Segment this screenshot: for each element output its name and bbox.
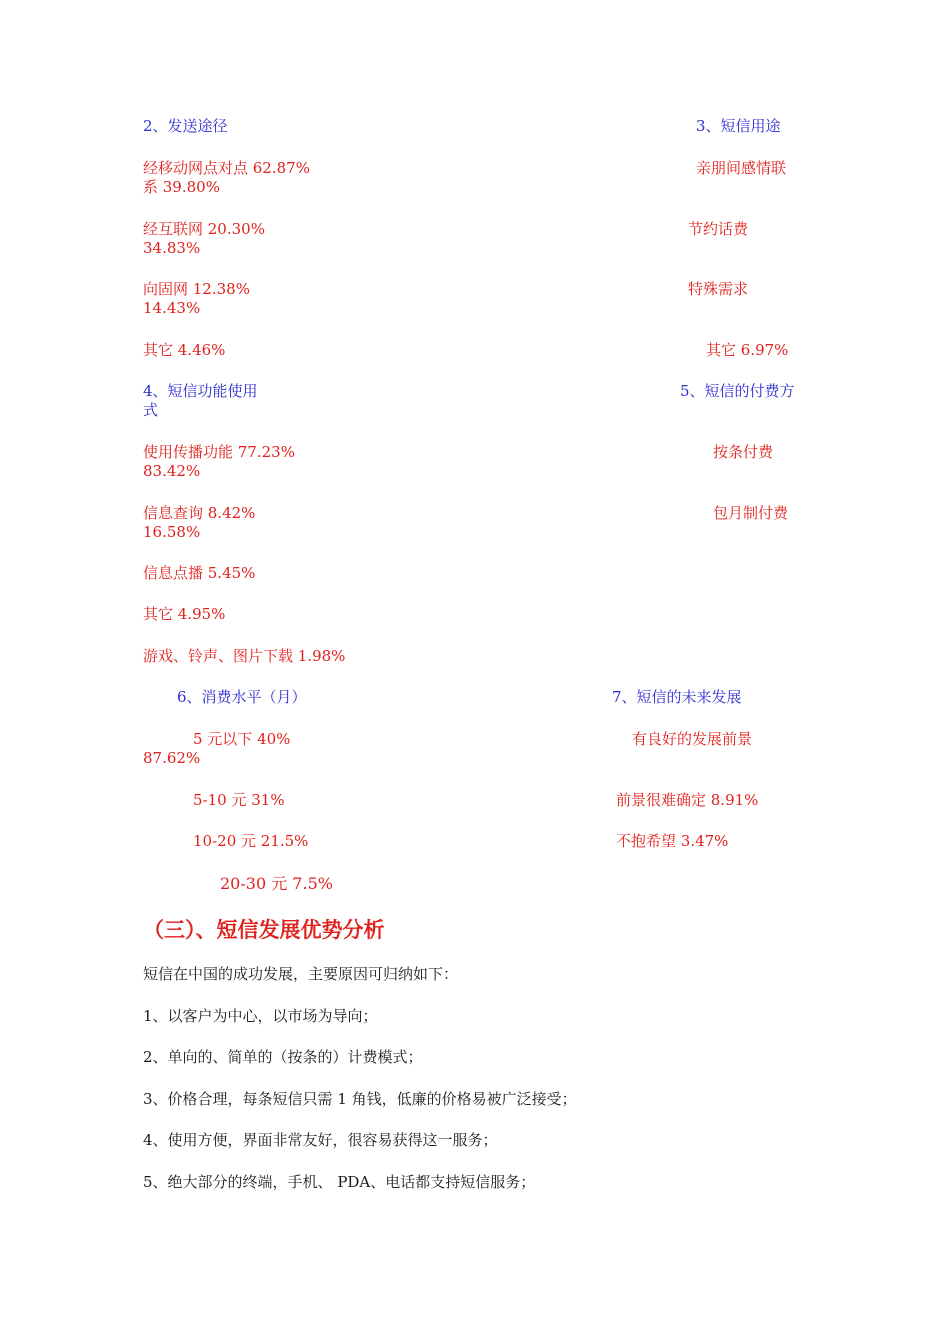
usage-item-special-value: 14.43%	[143, 299, 201, 317]
section-point-2: 2、单向的、简单的（按条的）计费模式；	[143, 1048, 423, 1066]
usage-item-emotion-value: 系 39.80%	[143, 178, 220, 196]
payment-item-monthly: 包月制付费	[713, 504, 789, 522]
section-point-3: 3、价格合理，每条短信只需 1 角钱，低廉的价格易被广泛接受；	[143, 1090, 577, 1108]
send-route-item-internet: 经互联网 20.30%	[143, 220, 265, 238]
usage-item-emotion: 亲朋间感情联	[696, 159, 787, 177]
future-item-good-value: 87.62%	[143, 749, 201, 767]
usage-item-other: 其它 6.97%	[706, 341, 789, 359]
future-item-good: 有良好的发展前景	[632, 730, 753, 748]
send-route-item-other: 其它 4.46%	[143, 341, 226, 359]
payment-title: 5、短信的付费方	[680, 382, 795, 400]
section-point-5: 5、绝大部分的终端，手机、 PDA、电话都支持短信服务；	[143, 1173, 536, 1191]
function-item-other: 其它 4.95%	[143, 605, 226, 623]
consumption-item-10-20: 10-20 元 21.5%	[193, 832, 309, 850]
section-heading: （三）、短信发展优势分析	[143, 917, 385, 942]
function-use-title: 4、短信功能使用	[143, 382, 258, 400]
payment-item-per-message-value: 83.42%	[143, 462, 201, 480]
send-route-item-p2p: 经移动网点对点 62.87%	[143, 159, 310, 177]
section-intro: 短信在中国的成功发展，主要原因可归纳如下：	[143, 965, 459, 983]
consumption-item-under-5: 5 元以下 40%	[193, 730, 291, 748]
future-title: 7、短信的未来发展	[612, 688, 742, 706]
consumption-item-5-10: 5-10 元 31%	[193, 791, 285, 809]
payment-item-monthly-value: 16.58%	[143, 523, 201, 541]
future-item-uncertain: 前景很难确定 8.91%	[616, 791, 759, 809]
usage-item-special: 特殊需求	[688, 280, 749, 298]
function-item-query: 信息查询 8.42%	[143, 504, 256, 522]
function-item-games: 游戏、铃声、图片下载 1.98%	[143, 647, 346, 665]
section-point-1: 1、以客户为中心，以市场为导向；	[143, 1007, 378, 1025]
function-item-on-demand: 信息点播 5.45%	[143, 564, 256, 582]
function-item-broadcast: 使用传播功能 77.23%	[143, 443, 295, 461]
payment-item-per-message: 按条付费	[713, 443, 774, 461]
usage-title: 3、短信用途	[696, 117, 781, 135]
section-point-4: 4、使用方便，界面非常友好，很容易获得这一服务；	[143, 1131, 498, 1149]
usage-item-saving: 节约话费	[688, 220, 749, 238]
usage-item-saving-value: 34.83%	[143, 239, 201, 257]
consumption-item-20-30: 20-30 元 7.5%	[220, 874, 333, 893]
send-route-item-fixed: 向固网 12.38%	[143, 280, 250, 298]
consumption-title: 6、消费水平（月）	[177, 688, 307, 706]
future-item-hopeless: 不抱希望 3.47%	[616, 832, 729, 850]
function-use-title-wrap: 式	[143, 401, 159, 419]
send-route-title: 2、发送途径	[143, 117, 228, 135]
